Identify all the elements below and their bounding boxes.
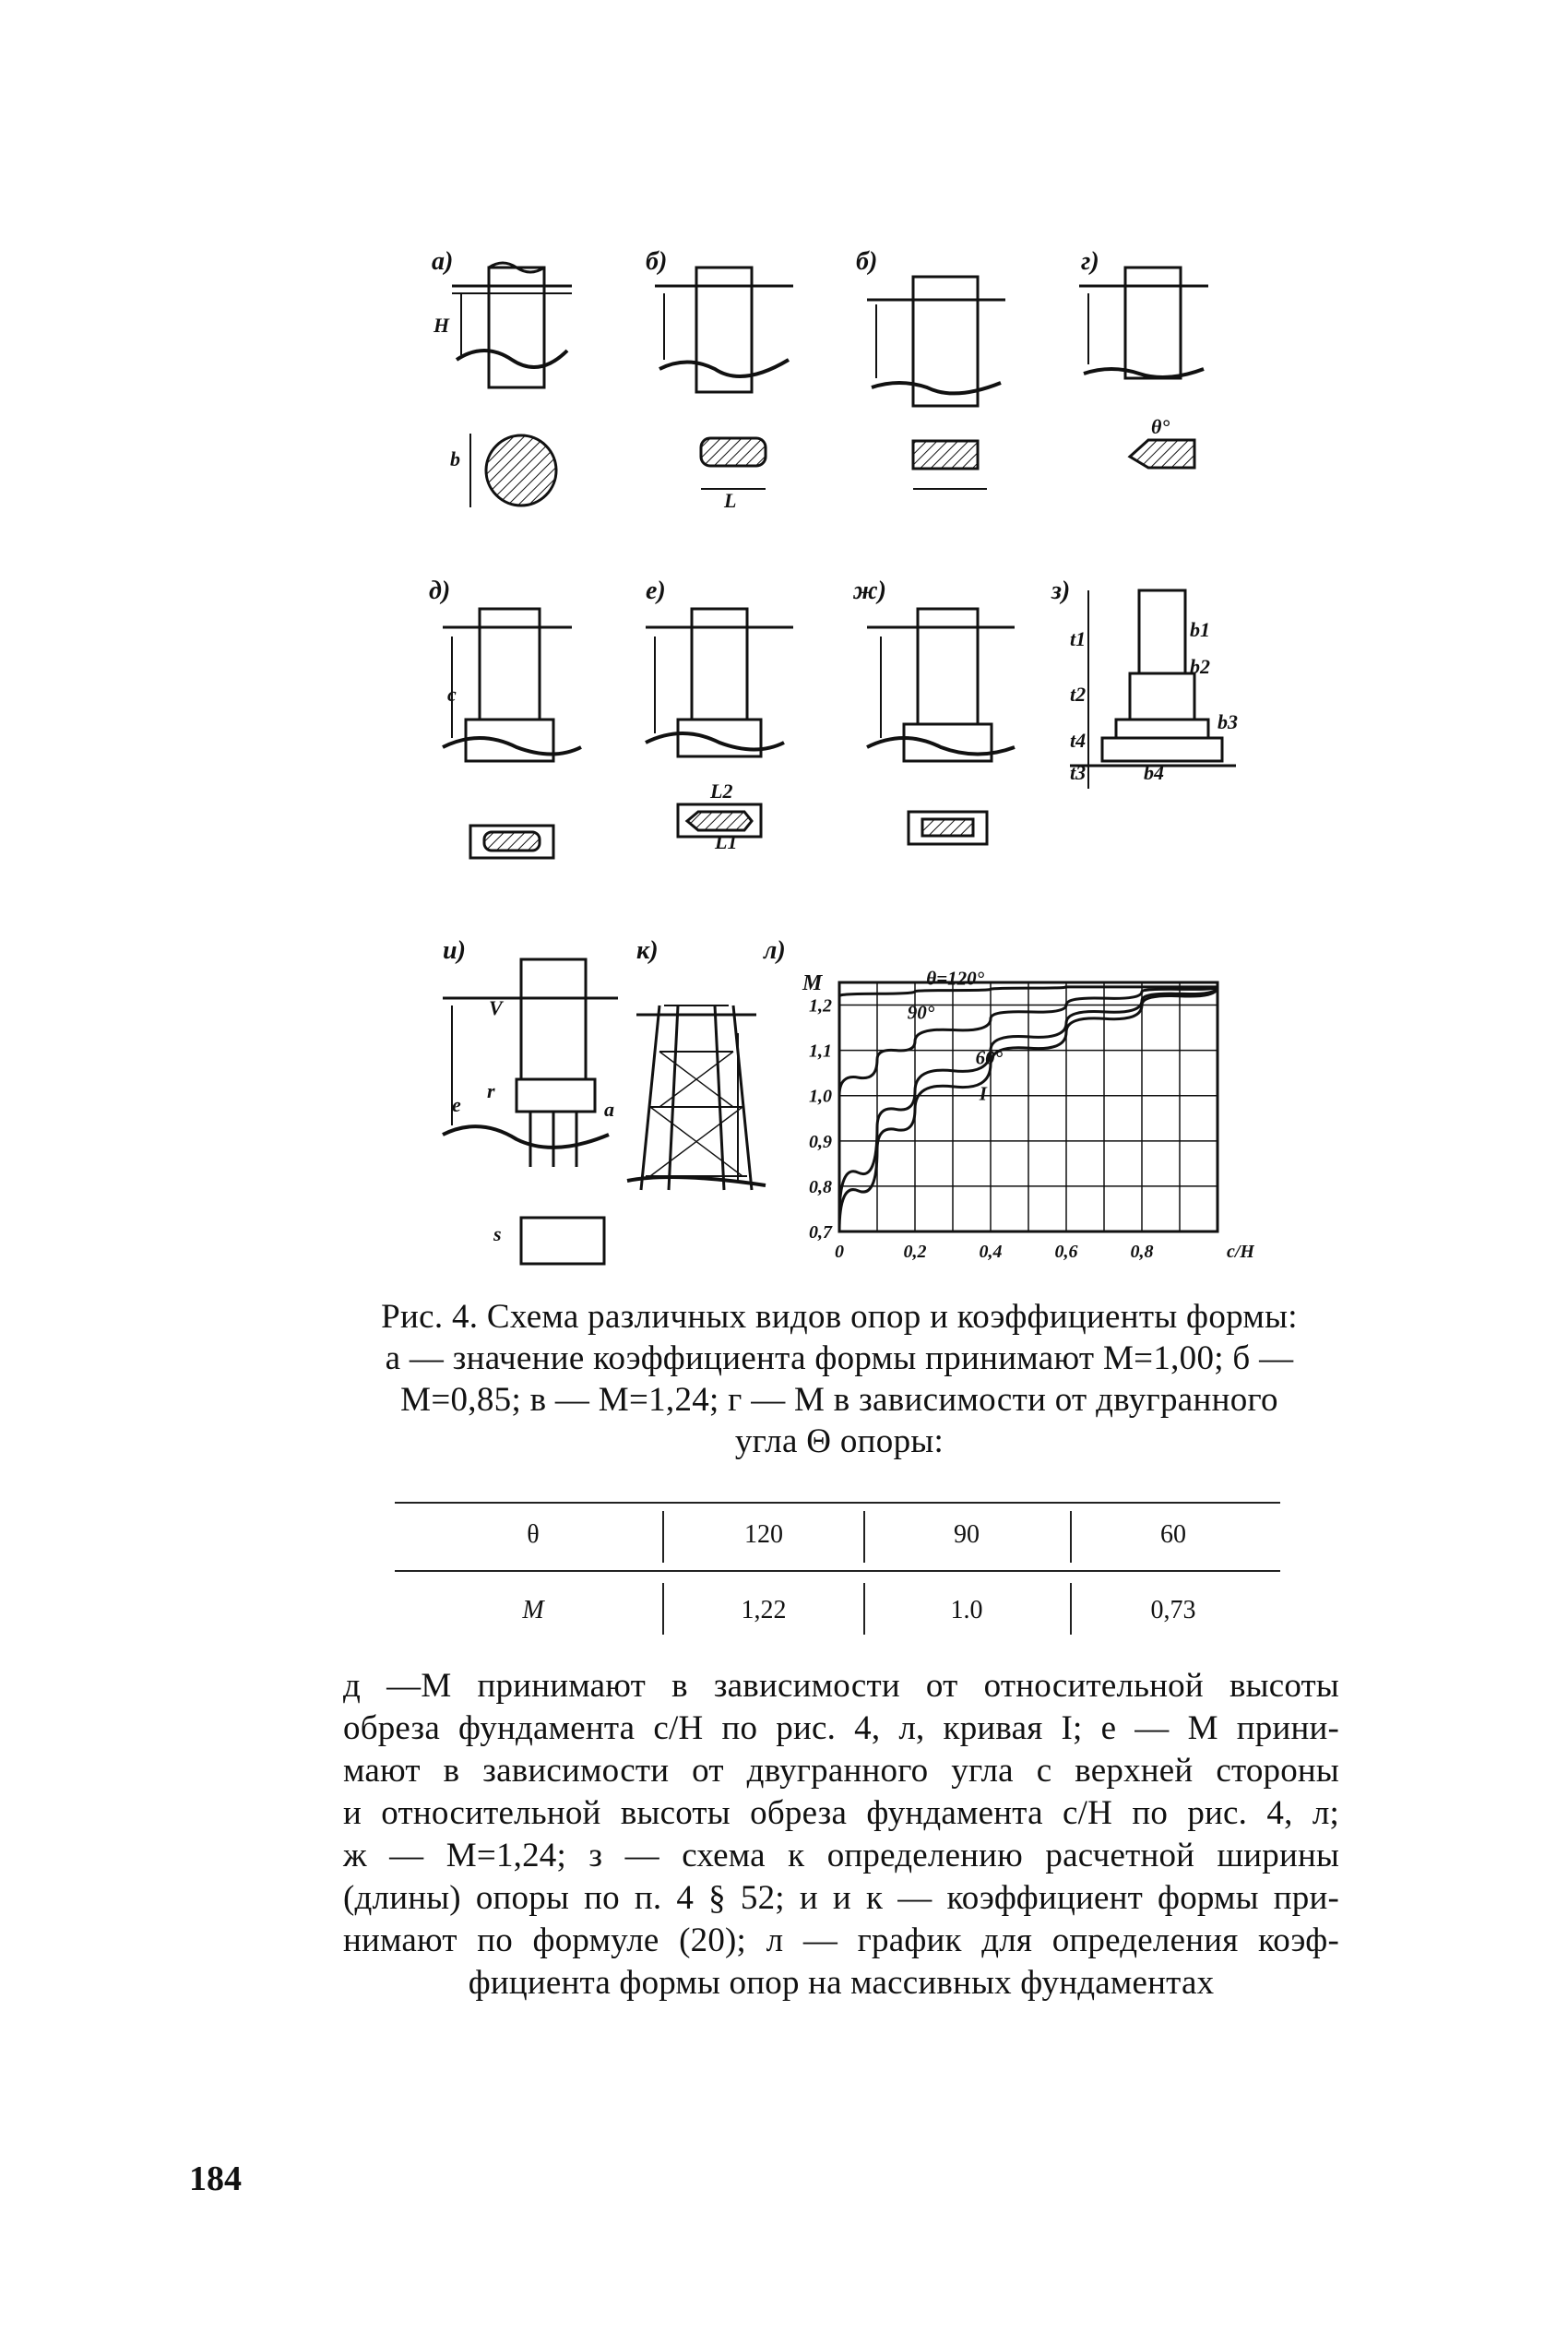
dim-b3: b3 <box>1218 710 1238 733</box>
x-axis-label: c/H <box>1227 1242 1254 1262</box>
panel-label-a: а) <box>432 247 454 276</box>
series-label: 90° <box>907 1001 935 1024</box>
paragraph-line: обреза фундамента c/H по рис. 4, л, кривая I; е — M прини- <box>343 1709 1339 1747</box>
caption-line: Рис. 4. Схема различных видов опор и коэффициенты формы: <box>381 1298 1298 1336</box>
pier-k <box>627 1005 766 1190</box>
table-cell: 0,73 <box>1150 1596 1196 1624</box>
series-label: I <box>979 1082 987 1105</box>
shape-coefficient-chart <box>775 959 1254 1273</box>
x-tick-label: 0,4 <box>979 1242 1003 1262</box>
pier-i <box>443 959 618 1264</box>
pier-d <box>443 609 581 858</box>
panel-label-d: д) <box>429 577 451 605</box>
dim-t1: t1 <box>1070 627 1087 650</box>
panel-label-b: б) <box>646 247 668 276</box>
dim-b2: b2 <box>1190 655 1210 678</box>
x-tick-label: 0 <box>835 1242 844 1262</box>
panel-label-g: г) <box>1081 247 1099 276</box>
x-tick-label: 0,8 <box>1130 1242 1154 1262</box>
pier-z <box>1070 590 1236 789</box>
paragraph-line: мают в зависимости от двугранного угла с верхней стороны <box>343 1752 1339 1790</box>
dim-V: V <box>489 996 503 1019</box>
paragraph-line: д —M принимают в зависимости от относительной высоты <box>343 1667 1339 1705</box>
figure-caption <box>341 1296 1337 1462</box>
dim-L: L <box>724 489 737 512</box>
dim-r: r <box>487 1079 495 1102</box>
paragraph-line: фициента формы опор на массивных фундаментах <box>468 1964 1215 2002</box>
dim-b1: b1 <box>1190 618 1210 641</box>
y-tick-label: 0,7 <box>809 1222 832 1243</box>
table-header-theta: θ <box>527 1520 540 1549</box>
dim-t3: t3 <box>1070 761 1087 784</box>
dim-b: b <box>450 447 460 470</box>
table-header-120: 120 <box>744 1520 783 1549</box>
pier-a <box>452 263 572 507</box>
y-tick-label: 1,1 <box>809 1041 832 1062</box>
panel-label-i: и) <box>443 936 466 965</box>
paragraph-line: нимают по формуле (20); л — график для определения коэф- <box>343 1922 1339 1959</box>
caption-line: угла Θ опоры: <box>734 1422 944 1460</box>
series-label: 60° <box>975 1046 1004 1069</box>
dim-H: H <box>434 314 450 337</box>
pier-g <box>1079 268 1208 468</box>
panel-label-l: л) <box>764 936 786 965</box>
y-tick-label: 1,2 <box>809 995 832 1017</box>
table-header-90: 90 <box>954 1520 980 1549</box>
panel-label-k: к) <box>636 936 659 965</box>
table-cell: 1,22 <box>741 1596 787 1624</box>
theta-m-table <box>395 1502 1280 1649</box>
panel-label-z: з) <box>1051 577 1071 605</box>
dim-c: c <box>447 683 457 706</box>
dim-e: e <box>452 1093 461 1116</box>
dim-t4: t4 <box>1070 729 1087 752</box>
caption-line: M=0,85; в — M=1,24; г — M в зависимости от двугранного <box>400 1381 1278 1419</box>
panel-label-e: е) <box>646 577 666 605</box>
pier-b <box>655 268 793 489</box>
paragraph-line: и относительной высоты обреза фундамента c/H по рис. 4, л; <box>343 1794 1339 1832</box>
dim-theta: θ° <box>1151 415 1170 438</box>
y-tick-label: 1,0 <box>809 1086 832 1107</box>
dim-s: s <box>493 1222 502 1245</box>
page-number: 184 <box>189 2159 242 2198</box>
y-tick-label: 0,8 <box>809 1176 832 1197</box>
body-paragraph <box>343 1665 1339 2005</box>
y-tick-label: 0,9 <box>809 1131 832 1152</box>
panel-label-zh: ж) <box>853 577 886 605</box>
table-cell: 1.0 <box>950 1596 983 1624</box>
x-tick-label: 0,2 <box>903 1242 927 1262</box>
dim-b4: b4 <box>1144 761 1164 784</box>
paragraph-line: (длины) опоры по п. 4 § 52; и и к — коэффициент формы при- <box>343 1879 1339 1917</box>
dim-t2: t2 <box>1070 683 1087 706</box>
table-cell-M: M <box>522 1596 544 1624</box>
y-axis-label: M <box>802 971 823 995</box>
caption-line: а — значение коэффициента формы принимают M=1,00; б — <box>385 1339 1294 1377</box>
panel-label-v: б) <box>856 247 878 276</box>
paragraph-line: ж — M=1,24; з — схема к определению расчетной ширины <box>343 1837 1339 1874</box>
dim-L2: L2 <box>710 779 733 803</box>
dim-a: a <box>604 1098 614 1121</box>
pier-v <box>867 277 1005 489</box>
dim-L1: L1 <box>715 830 738 853</box>
pier-zh <box>867 609 1015 844</box>
series-label: θ=120° <box>926 967 985 990</box>
x-tick-label: 0,6 <box>1054 1242 1078 1262</box>
table-header-60: 60 <box>1160 1520 1186 1549</box>
